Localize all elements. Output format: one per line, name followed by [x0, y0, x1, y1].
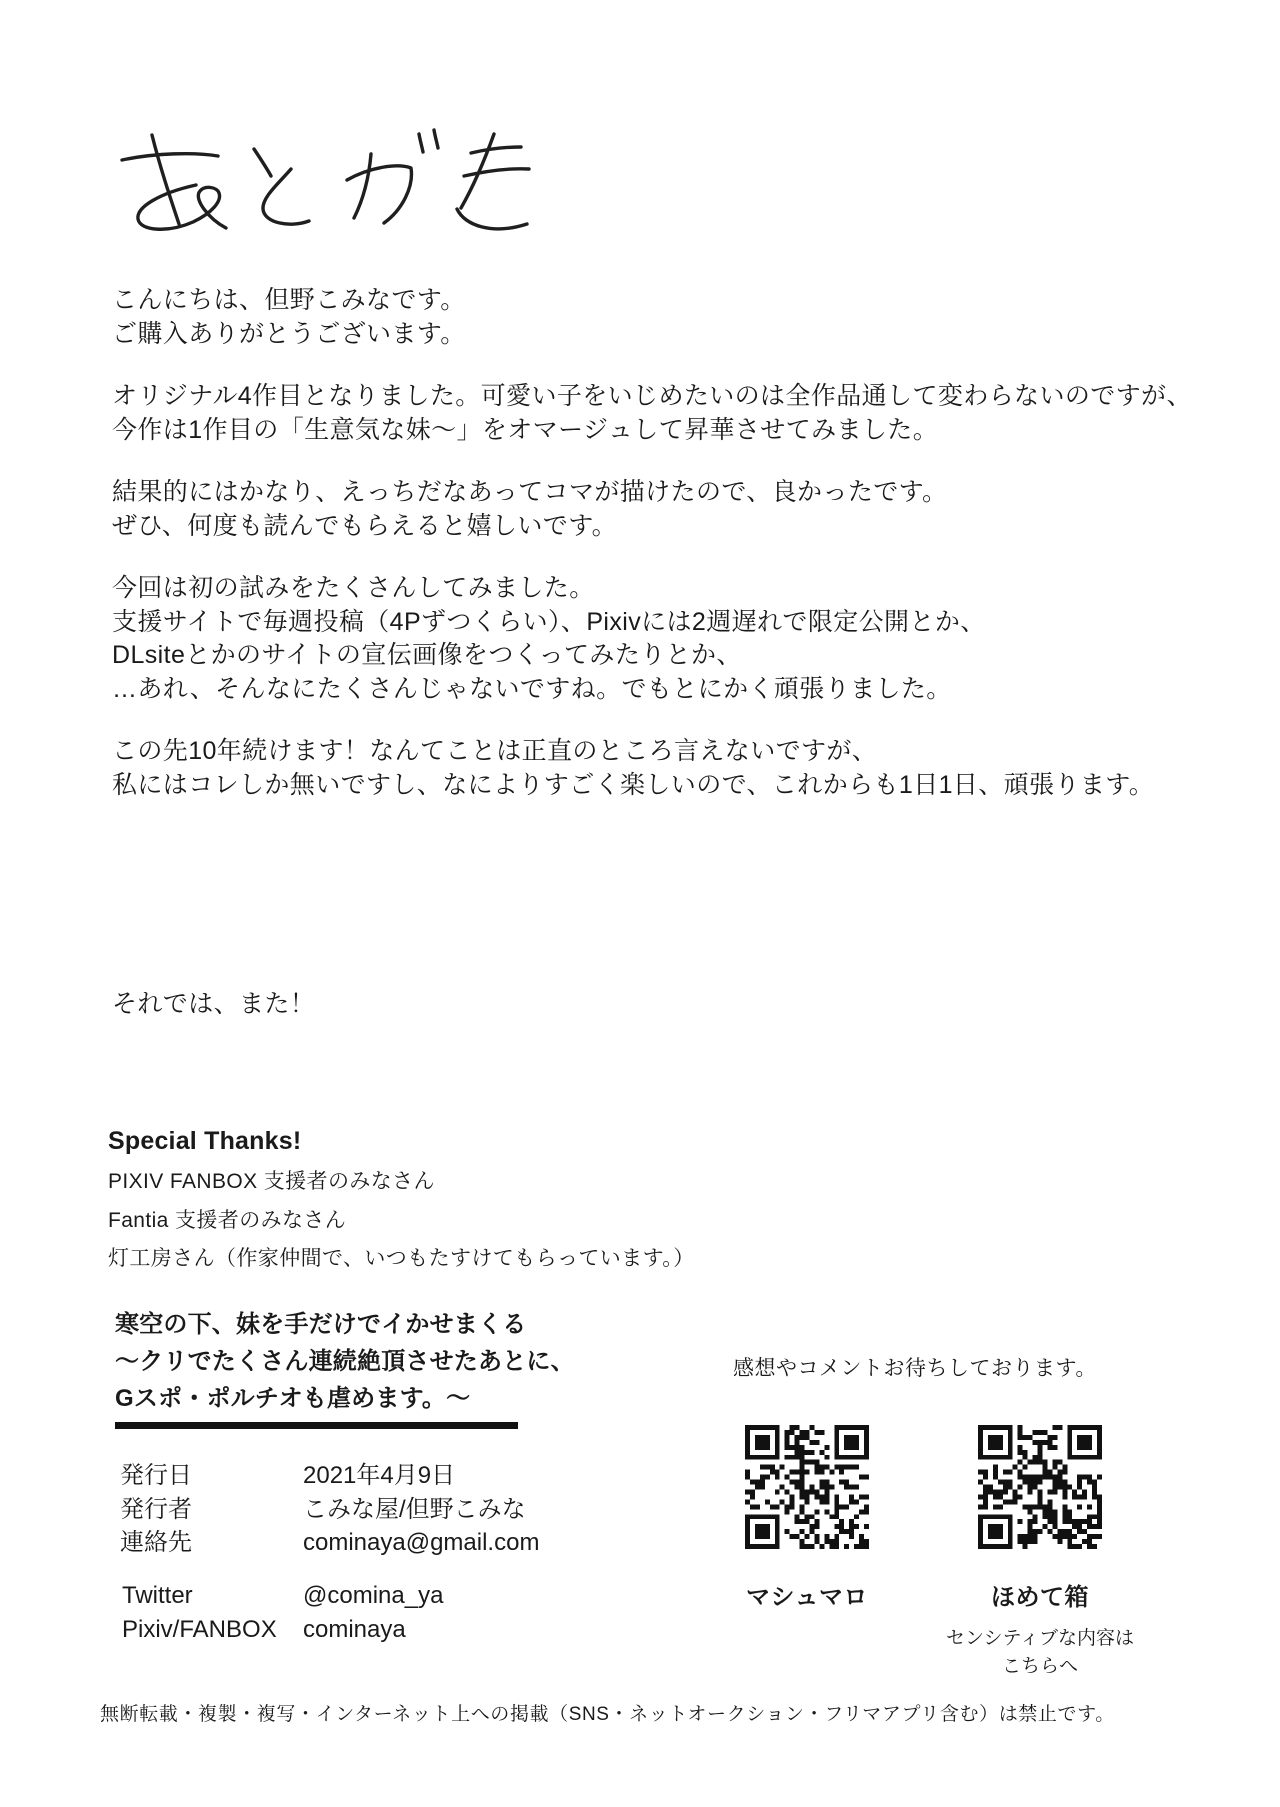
body-line: 今作は1作目の「生意気な妹〜」をオマージュして昇華させてみました。	[112, 415, 939, 444]
twitter-handle: @comina_ya	[303, 1582, 444, 1609]
body-line: この先10年続けます！なんてことは正直のところ言えないですが、	[112, 737, 878, 765]
info-row	[120, 1459, 539, 1493]
publication-info	[120, 1459, 539, 1560]
body-line: 支援サイトで毎週投稿（4Pずつくらい）、Pixivには2週遅れで限定公開とか、	[112, 607, 986, 636]
paragraph	[112, 572, 1192, 706]
qr-note	[946, 1625, 1134, 1681]
qr-label: ほめて箱	[991, 1584, 1089, 1611]
special-thanks-entry: 灯工房さん（作家仲間で、いつもたすけてもらっています。）	[108, 1247, 695, 1270]
special-thanks-entry: Fantia 支援者のみなさん	[108, 1208, 347, 1232]
footer-notice: 無断転載・複製・複写・インターネット上への掲載（SNS・ネットオークション・フリマアプリ含む）は禁止です。	[100, 1704, 1115, 1725]
paragraph	[112, 735, 1192, 802]
info-row	[120, 1493, 539, 1527]
info-row	[122, 1579, 443, 1613]
info-label: Pixiv/FANBOX	[122, 1615, 277, 1643]
page-title	[0, 0, 1, 1]
pixiv-fanbox-handle: cominaya	[303, 1615, 406, 1643]
afterword-body	[112, 284, 1192, 1051]
info-label: 連絡先	[120, 1529, 192, 1556]
work-title-line: 寒空の下、妹を手だけでイかせまくる	[115, 1311, 527, 1338]
divider-rule	[115, 1422, 518, 1429]
special-thanks-section	[108, 1124, 695, 1279]
body-line: オリジナル4作目となりました。可愛い子をいじめたいのは全作品通して変わらないのですが、	[112, 382, 1192, 410]
info-label: 発行者	[120, 1495, 192, 1523]
work-title-line: 〜クリでたくさん連続絶頂させたあとに、	[115, 1348, 575, 1375]
info-label: Twitter	[122, 1582, 193, 1609]
qr-label: マシュマロ	[745, 1584, 869, 1611]
sns-accounts	[122, 1579, 443, 1646]
body-line: ご購入ありがとうございます。	[112, 319, 466, 348]
marshmallow-qr-block	[745, 1425, 869, 1612]
special-thanks-entry: PIXIV FANBOX 支援者のみなさん	[108, 1170, 435, 1193]
paragraph	[112, 380, 1192, 447]
body-line: ぜひ、何度も読んでもらえると嬉しいです。	[112, 511, 618, 540]
contact-email: cominaya@gmail.com	[303, 1529, 540, 1556]
qr-note-line: こちらへ	[1002, 1656, 1079, 1677]
publish-date: 2021年4月9日	[303, 1462, 456, 1489]
paragraph	[112, 476, 1192, 543]
body-line: それでは、また！	[112, 990, 316, 1018]
handwritten-title-strokes	[105, 122, 565, 250]
publisher-name: こみな屋/但野こみな	[303, 1495, 526, 1523]
body-line: 結果的にはかなり、えっちだなあってコマが描けたので、良かったです。	[112, 478, 948, 506]
body-line: 今回は初の試みをたくさんしてみました。	[112, 574, 595, 602]
hometebako-qr-block	[946, 1425, 1135, 1681]
body-line: 私にはコレしか無いですし、なによりすごく楽しいので、これからも1日1日、頑張ります。	[112, 770, 1155, 799]
info-label: 発行日	[120, 1462, 192, 1489]
paragraph	[112, 988, 1192, 1022]
body-line: …あれ、そんなにたくさんじゃないですね。でもとにかく頑張りました。	[112, 674, 952, 703]
body-line: こんにちは、但野こみなです。	[112, 286, 466, 314]
info-row	[120, 1526, 539, 1560]
qr-note-line: センシティブな内容は	[946, 1628, 1135, 1649]
special-thanks-heading: Special Thanks!	[108, 1127, 302, 1155]
marshmallow-qr-code	[745, 1425, 869, 1549]
paragraph	[112, 284, 1192, 351]
info-row	[122, 1613, 443, 1647]
work-title-line: Gスポ・ポルチオも虐めます。〜	[115, 1385, 471, 1412]
work-title	[115, 1306, 575, 1417]
hometebako-qr-code	[978, 1425, 1102, 1549]
body-line: DLsiteとかのサイトの宣伝画像をつくってみたりとか、	[112, 641, 742, 669]
feedback-message: 感想やコメントお待ちしております。	[733, 1357, 1097, 1380]
